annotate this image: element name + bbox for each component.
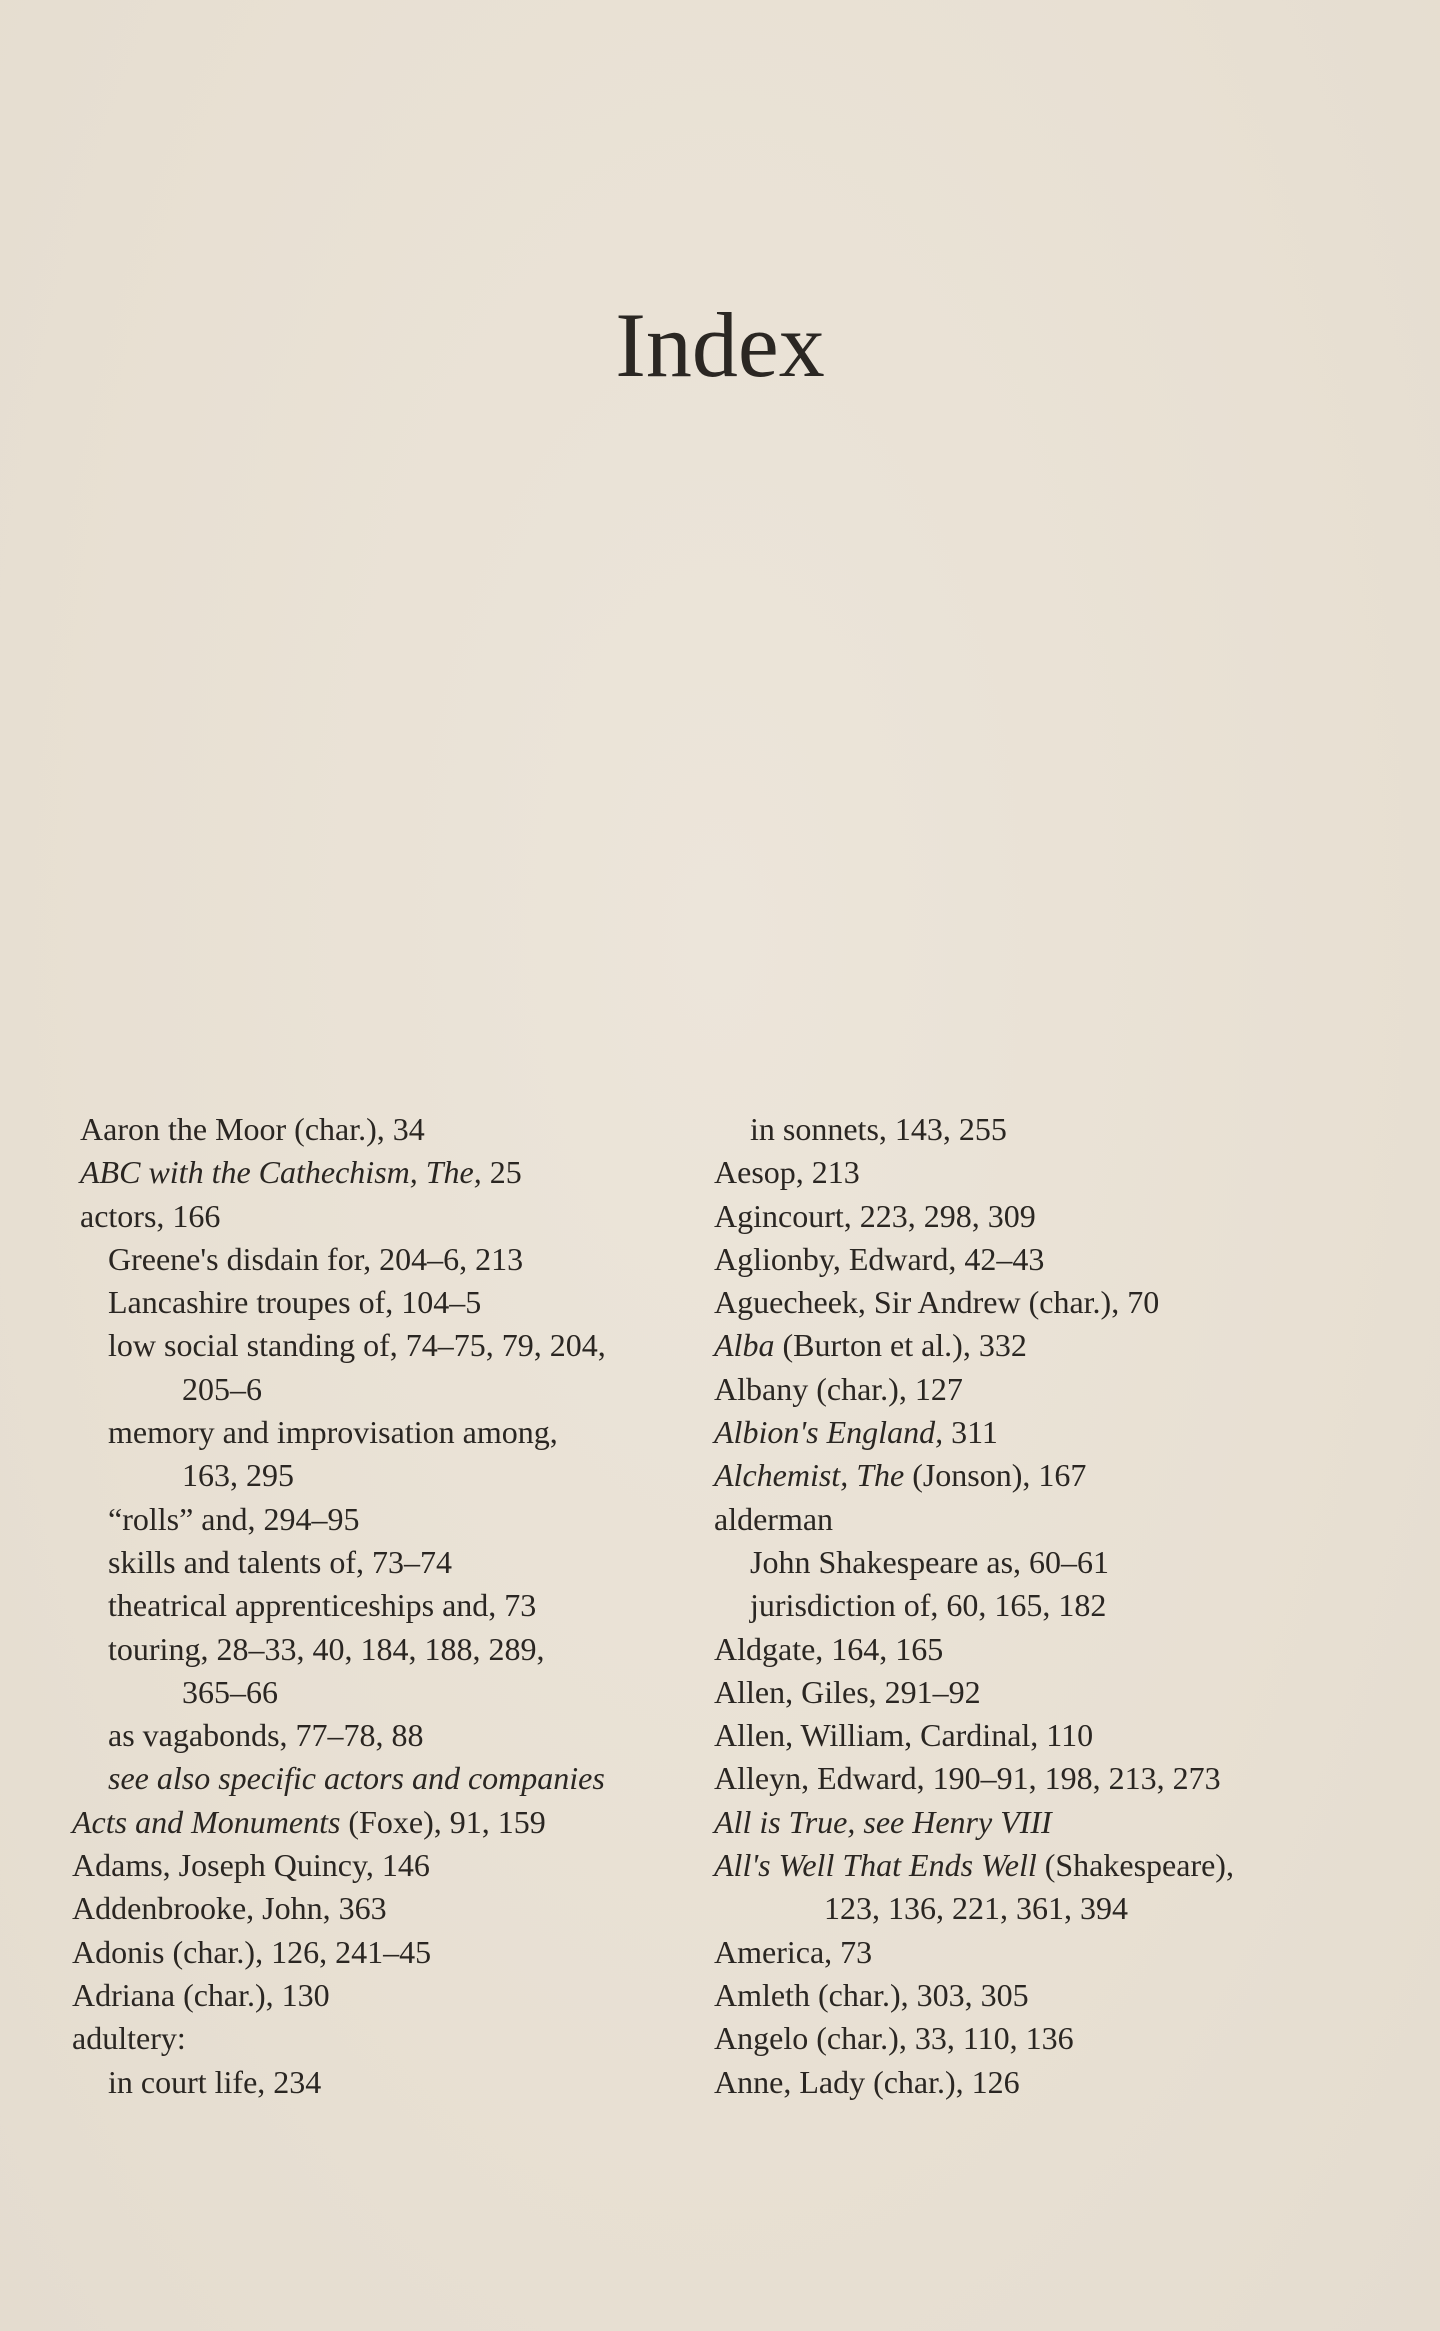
index-entry-text: as vagabonds, 77–78, 88 [108, 1717, 424, 1754]
index-entry-text: Anne, Lady (char.), 126 [714, 2063, 1020, 2100]
index-entry [80, 1195, 682, 1238]
index-entry-text: Aaron the Moor (char.), 34 [80, 1111, 425, 1147]
index-entry-text: Allen, Giles, 291–92 [714, 1673, 981, 1710]
index-entry-text: 365–66 [182, 1673, 278, 1710]
index-entry-title: ABC with the Cathechism, The, [80, 1154, 482, 1191]
index-entry-title: Albion's England, [714, 1414, 944, 1451]
index-subentry [72, 1671, 682, 1714]
index-entry-title: Alba [714, 1327, 775, 1364]
index-entry [714, 1151, 1394, 1194]
index-entry-text: Aguecheek, Sir Andrew (char.), 70 [714, 1284, 1160, 1321]
index-entry-text: in sonnets, 143, 255 [750, 1111, 1007, 1147]
index-entry [72, 2017, 682, 2060]
index-entry-text: 123, 136, 221, 361, 394 [824, 1890, 1128, 1927]
index-entry-text: Amleth (char.), 303, 305 [714, 1976, 1029, 2013]
index-entry [714, 1281, 1394, 1324]
index-entry [714, 1411, 1394, 1454]
index-subentry [714, 1108, 1394, 1151]
index-entry-text: (Burton et al.), 332 [774, 1327, 1027, 1364]
index-entry [714, 1324, 1394, 1367]
index-entry-text: John Shakespeare as, 60–61 [750, 1543, 1110, 1580]
index-entry-text: (Foxe), 91, 159 [340, 1803, 546, 1840]
index-entry-text: 311 [943, 1414, 998, 1451]
index-entry-text: actors, 166 [80, 1197, 221, 1234]
index-entry-text: Greene's disdain for, 204–6, 213 [108, 1240, 524, 1277]
index-subentry [72, 1324, 682, 1367]
index-entry [714, 2017, 1394, 2060]
index-column-right [714, 1108, 1394, 2104]
index-entry [80, 1108, 682, 1151]
index-entry-text: Aglionby, Edward, 42–43 [714, 1240, 1045, 1277]
index-entry-text: America, 73 [714, 1933, 873, 1970]
index-entry [714, 1844, 1394, 1887]
index-entry-title: All is True, see Henry VIII [714, 1803, 1052, 1840]
index-subentry [72, 1498, 682, 1541]
index-entry [72, 1931, 682, 1974]
index-subentry [72, 1454, 682, 1497]
index-entry-text: theatrical apprenticeships and, 73 [108, 1587, 537, 1624]
index-subentry [72, 1628, 682, 1671]
index-entry [714, 1931, 1394, 1974]
index-entry-text: touring, 28–33, 40, 184, 188, 289, [108, 1630, 545, 1667]
index-entry-title: All's Well That Ends Well [714, 1847, 1037, 1884]
index-entry-text: 163, 295 [182, 1457, 294, 1494]
index-entry [714, 1195, 1394, 1238]
index-subentry [72, 1757, 682, 1800]
index-entry [714, 1757, 1394, 1800]
index-entry [72, 1887, 682, 1930]
index-entry-text: Alleyn, Edward, 190–91, 198, 213, 273 [714, 1760, 1221, 1797]
index-subentry [72, 1281, 682, 1324]
index-entry-text: low social standing of, 74–75, 79, 204, [108, 1327, 606, 1364]
index-entry-text: Lancashire troupes of, 104–5 [108, 1284, 482, 1321]
index-entry-text: Addenbrooke, John, 363 [72, 1890, 387, 1927]
index-entry [714, 1498, 1394, 1541]
index-entry [714, 1714, 1394, 1757]
index-entry [714, 2061, 1394, 2104]
index-entry [72, 1844, 682, 1887]
index-entry-text: Aldgate, 164, 165 [714, 1630, 944, 1667]
index-entry [714, 1801, 1394, 1844]
page-title: Index [615, 294, 825, 396]
index-entry-text: Allen, William, Cardinal, 110 [714, 1717, 1094, 1754]
index-entry-text: “rolls” and, 294–95 [108, 1500, 360, 1537]
index-subentry [72, 1411, 682, 1454]
index-subentry [714, 1541, 1394, 1584]
index-entry [714, 1628, 1394, 1671]
index-entry [714, 1671, 1394, 1714]
index-entry-text: memory and improvisation among, [108, 1414, 558, 1451]
index-entry [714, 1974, 1394, 2017]
index-entry-title: see also specific actors and companies [108, 1760, 605, 1797]
index-entry-title: Alchemist, The [714, 1457, 905, 1494]
index-entry-text: (Shakespeare), [1036, 1847, 1234, 1884]
index-subentry [72, 1368, 682, 1411]
index-subentry [72, 1584, 682, 1627]
index-entry-text: Adonis (char.), 126, 241–45 [72, 1933, 432, 1970]
index-subentry [714, 1887, 1394, 1930]
index-subentry [72, 1541, 682, 1584]
index-entry-text: Adams, Joseph Quincy, 146 [72, 1847, 430, 1884]
index-entry-text: Adriana (char.), 130 [72, 1976, 330, 2013]
index-entry-title: Acts and Monuments [72, 1803, 341, 1840]
index-entry-text: 205–6 [182, 1370, 262, 1407]
index-entry-text: Agincourt, 223, 298, 309 [714, 1197, 1036, 1234]
index-entry-text: 25 [481, 1154, 522, 1191]
index-subentry [72, 1238, 682, 1281]
index-subentry [714, 1584, 1394, 1627]
index-column-left [72, 1108, 682, 2104]
index-subentry [72, 1714, 682, 1757]
index-entry [714, 1238, 1394, 1281]
index-entry-text: Aesop, 213 [714, 1154, 860, 1191]
index-entry-text: Albany (char.), 127 [714, 1370, 963, 1407]
index-entry-text: adultery: [72, 2020, 186, 2057]
index-entry-text: alderman [714, 1500, 834, 1537]
index-entry [714, 1368, 1394, 1411]
index-subentry [72, 2061, 682, 2104]
index-entry-text: Angelo (char.), 33, 110, 136 [714, 2020, 1074, 2057]
index-entry-text: in court life, 234 [108, 2063, 322, 2100]
index-entry-text: skills and talents of, 73–74 [108, 1543, 452, 1580]
index-entry [72, 1974, 682, 2017]
index-entry-text: jurisdiction of, 60, 165, 182 [750, 1587, 1107, 1624]
index-entry [72, 1801, 682, 1844]
index-entry [80, 1151, 682, 1194]
index-entry-text: (Jonson), 167 [904, 1457, 1087, 1494]
index-entry [714, 1454, 1394, 1497]
